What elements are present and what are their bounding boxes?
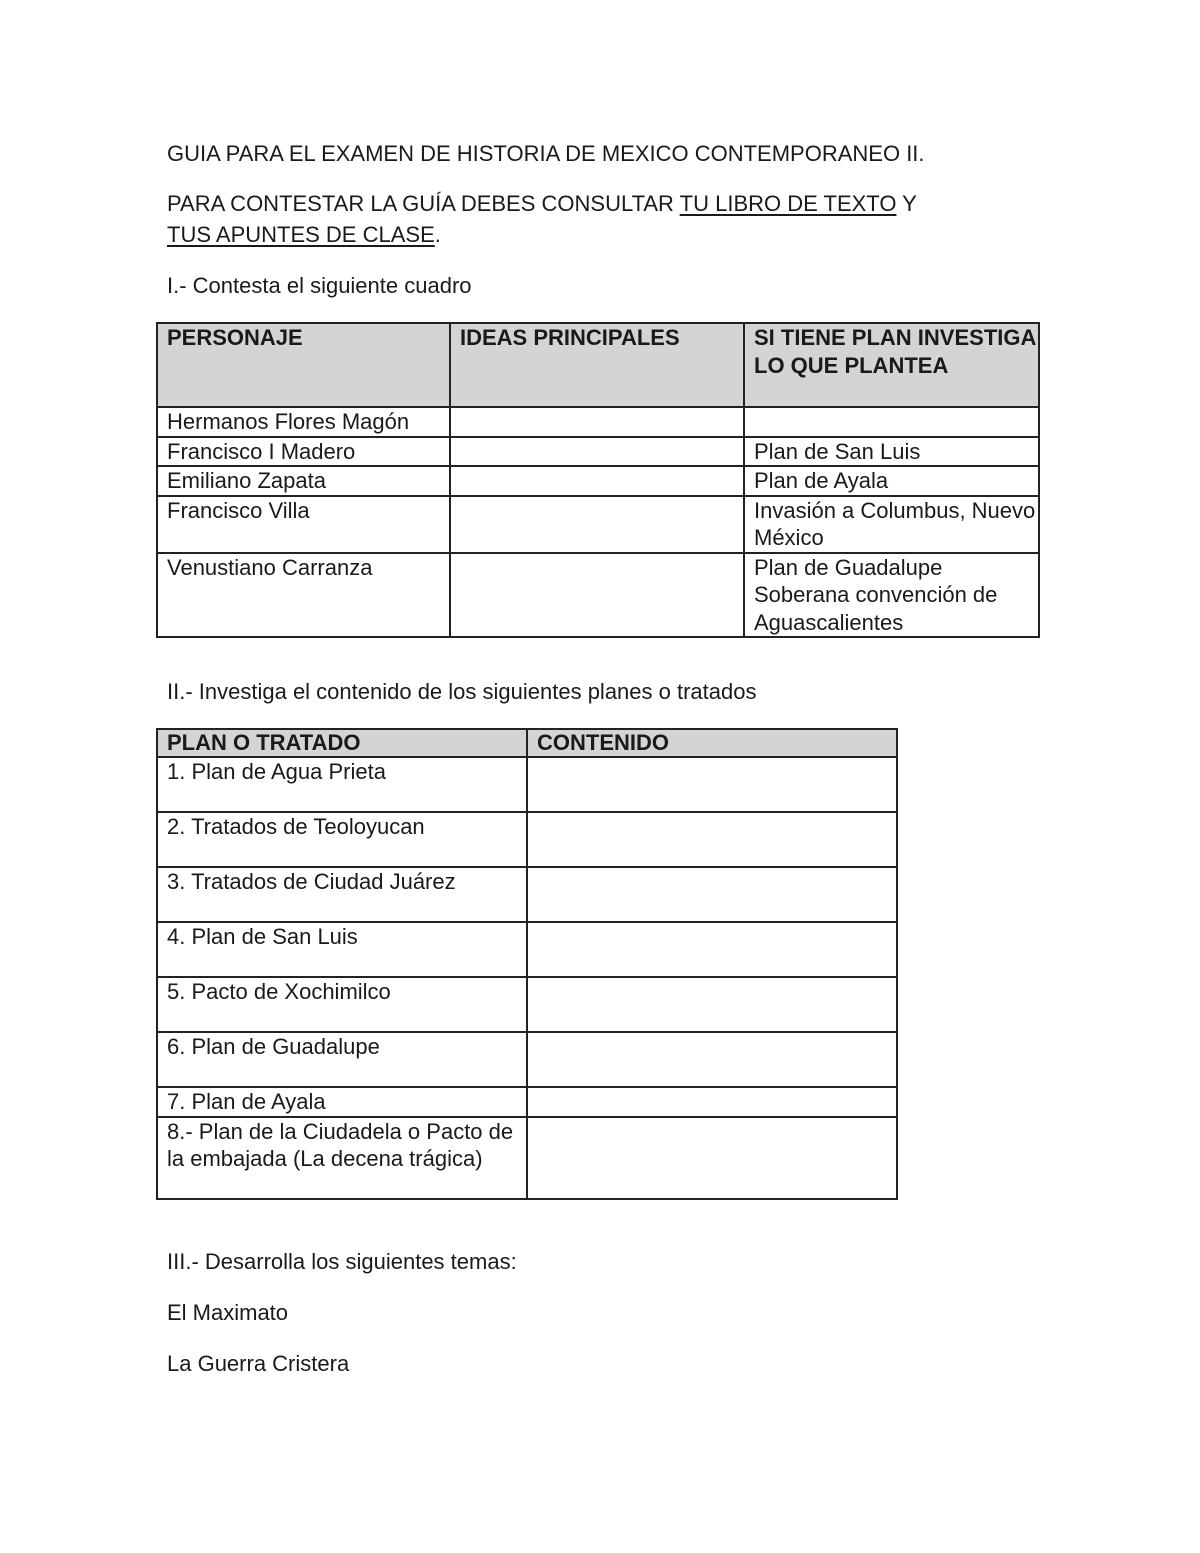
cell-plan [744,407,1039,437]
cell-plan: 6. Plan de Guadalupe [157,1032,527,1087]
table-row [157,922,897,977]
table-row [157,1117,897,1199]
header-plan-tratado: PLAN O TRATADO [157,729,527,757]
header-ideas: IDEAS PRINCIPALES [450,323,744,407]
cell-personaje: Hermanos Flores Magón [157,407,450,437]
cell-contenido [527,1087,897,1117]
table-row [157,553,1039,638]
table-row [157,757,897,812]
cell-contenido [527,922,897,977]
cell-plan: 8.- Plan de la Ciudadela o Pacto de la embajada (La decena trágica) [157,1117,527,1199]
cell-contenido [527,1117,897,1199]
cell-plan: 3. Tratados de Ciudad Juárez [157,867,527,922]
cell-plan: 1. Plan de Agua Prieta [157,757,527,812]
planes-table [156,728,898,1200]
cell-personaje: Venustiano Carranza [157,553,450,638]
table-row [157,867,897,922]
table-row [157,466,1039,496]
personajes-table [156,322,1040,638]
section1-heading: I.- Contesta el siguiente cuadro [167,273,472,298]
table-row [157,496,1039,553]
table-header-row [157,729,897,757]
table-row [157,812,897,867]
cell-plan: Invasión a Columbus, Nuevo México [744,496,1039,553]
table-row [157,1087,897,1117]
header-personaje: PERSONAJE [157,323,450,407]
instruction-underline-notes: TUS APUNTES DE CLASE [167,222,435,247]
cell-plan: Plan de San Luis [744,437,1039,467]
instruction-text-y: Y [896,191,917,216]
instruction-line-1 [167,189,917,219]
cell-personaje: Francisco I Madero [157,437,450,467]
cell-contenido [527,867,897,922]
section3-heading: III.- Desarrolla los siguientes temas: [167,1249,517,1274]
header-plan: SI TIENE PLAN INVESTIGA LO QUE PLANTEA [744,323,1039,407]
cell-contenido [527,1032,897,1087]
cell-ideas [450,407,744,437]
cell-ideas [450,466,744,496]
document-title: GUIA PARA EL EXAMEN DE HISTORIA DE MEXICO CONTEMPORANEO II. [167,141,925,166]
cell-plan: 2. Tratados de Teoloyucan [157,812,527,867]
cell-plan: Plan de Ayala [744,466,1039,496]
instruction-period: . [434,222,441,247]
cell-ideas [450,496,744,553]
cell-plan: Plan de Guadalupe Soberana convención de Aguascalientes [744,553,1039,638]
instruction-line-2 [167,220,441,250]
cell-plan: 7. Plan de Ayala [157,1087,527,1117]
cell-contenido [527,977,897,1032]
table-row [157,407,1039,437]
cell-ideas [450,437,744,467]
header-contenido: CONTENIDO [527,729,897,757]
instruction-text: PARA CONTESTAR LA GUÍA DEBES CONSULTAR [167,191,680,216]
table-row [157,977,897,1032]
cell-personaje: Francisco Villa [157,496,450,553]
table-header-row [157,323,1039,407]
topic-item: La Guerra Cristera [167,1351,350,1376]
cell-plan: 4. Plan de San Luis [157,922,527,977]
cell-personaje: Emiliano Zapata [157,466,450,496]
cell-contenido [527,757,897,812]
section2-heading: II.- Investiga el contenido de los siguientes planes o tratados [167,679,757,704]
cell-contenido [527,812,897,867]
table-row [157,437,1039,467]
topic-item: El Maximato [167,1300,289,1325]
instruction-underline-textbook: TU LIBRO DE TEXTO [679,191,897,216]
table-row [157,1032,897,1087]
cell-ideas [450,553,744,638]
cell-plan: 5. Pacto de Xochimilco [157,977,527,1032]
